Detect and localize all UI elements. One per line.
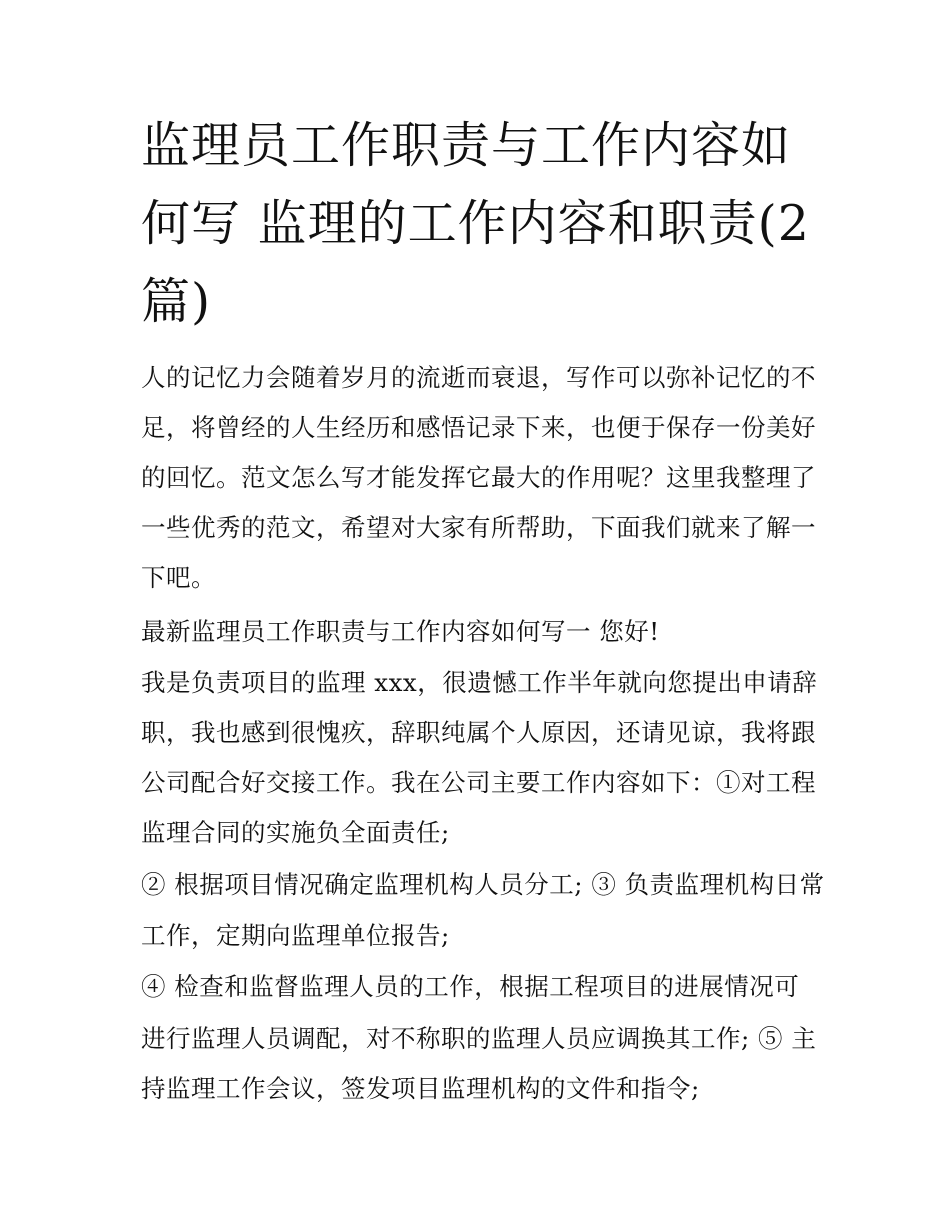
paragraph-line-10: 监理合同的实施负全面责任;: [141, 818, 450, 847]
paragraph-line-7: 我是负责项目的监理 xxx，很遗憾工作半年就向您提出申请辞: [141, 668, 818, 697]
paragraph-line-12: 工作，定期向监理单位报告;: [141, 921, 450, 950]
paragraph-line-3: 的回忆。范文怎么写才能发挥它最大的作用呢？这里我整理了: [141, 463, 816, 492]
paragraph-line-2: 足，将曾经的人生经历和感悟记录下来，也便于保存一份美好: [141, 413, 816, 442]
document-title-line-3: 篇): [141, 273, 212, 330]
paragraph-line-14: 进行监理人员调配，对不称职的监理人员应调换其工作; ⑤ 主: [141, 1024, 817, 1053]
paragraph-line-8: 职，我也感到很愧疚，辞职纯属个人原因，还请见谅，我将跟: [141, 718, 816, 747]
document-title-line-1: 监理员工作职责与工作内容如: [141, 117, 792, 174]
paragraph-line-4: 一些优秀的范文，希望对大家有所帮助，下面我们就来了解一: [141, 513, 816, 542]
paragraph-line-9: 公司配合好交接工作。我在公司主要工作内容如下：①对工程: [141, 768, 816, 797]
paragraph-line-11: ② 根据项目情况确定监理机构人员分工; ③ 负责监理机构日常: [141, 870, 825, 899]
paragraph-line-15: 持监理工作会议，签发项目监理机构的文件和指令;: [141, 1074, 700, 1103]
document-title-line-2: 何写 监理的工作内容和职责(2: [141, 195, 810, 252]
paragraph-line-6: 最新监理员工作职责与工作内容如何写一 您好!: [141, 617, 660, 646]
paragraph-line-5: 下吧。: [141, 563, 216, 592]
paragraph-line-1: 人的记忆力会随着岁月的流逝而衰退，写作可以弥补记忆的不: [141, 363, 816, 392]
paragraph-line-13: ④ 检查和监督监理人员的工作，根据工程项目的进展情况可: [141, 972, 800, 1001]
